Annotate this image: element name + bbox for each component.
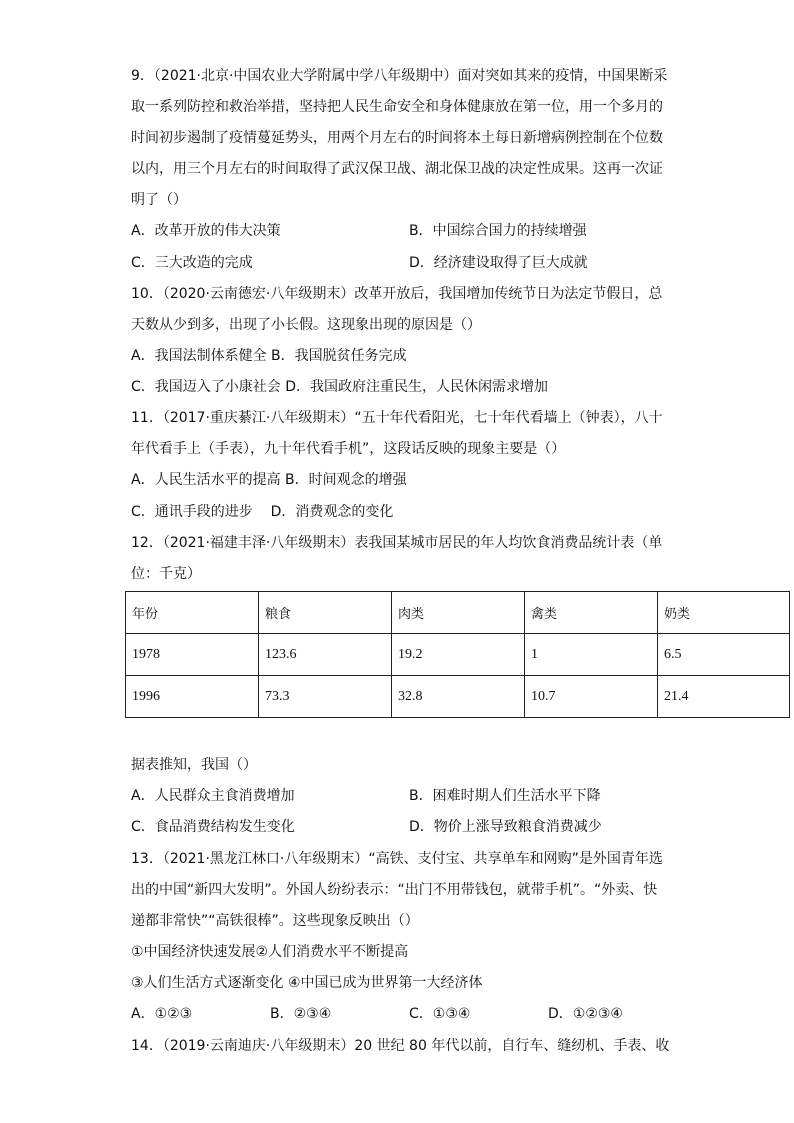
header-grain: 粮食 (259, 592, 392, 634)
table-cell: 21.4 (658, 676, 790, 718)
q12-option-d: D．物价上涨导致粮食消费减少 (409, 819, 602, 835)
q11-text-line-2: 年代看手上（手表），九十年代看手机”，这段话反映的现象主要是（） (131, 441, 566, 457)
table-cell: 123.6 (259, 634, 392, 676)
q13-text-line-3: 递都非常快”“高铁很棒”。这些现象反映出（） (131, 913, 419, 929)
q9-text-line-2: 取一系列防控和救治举措，坚持把人民生命安全和身体健康放在第一位，用一个多月的 (131, 99, 663, 115)
table-cell: 10.7 (525, 676, 658, 718)
q9-option-c: C．三大改造的完成 (131, 255, 253, 271)
q9-option-a: A．改革开放的伟大决策 (131, 223, 281, 239)
q9-option-b: B．中国综合国力的持续增强 (409, 223, 587, 239)
table-header-row (126, 592, 790, 634)
q11-options-cd: C．通讯手段的进步 D．消费观念的变化 (131, 504, 394, 520)
q13-statements-2: ③人们生活方式逐渐变化 ④中国已成为世界第一大经济体 (131, 975, 483, 991)
table-cell: 73.3 (259, 676, 392, 718)
q12-prompt: 据表推知，我国（） (131, 757, 257, 773)
q12-option-a: A．人民群众主食消费增加 (131, 788, 295, 804)
q10-options-cd: C．我国迈入了小康社会 D．我国政府注重民生，人民休闲需求增加 (131, 379, 549, 395)
q12-option-b: B．困难时期人们生活水平下降 (409, 788, 601, 804)
q12-text-line-1: 12．（2021·福建丰泽·八年级期末）表我国某城市居民的年人均饮食消费品统计表（单 (131, 535, 663, 551)
header-meat: 肉类 (392, 592, 525, 634)
table-cell: 1996 (126, 676, 259, 718)
table-cell: 1 (525, 634, 658, 676)
header-dairy: 奶类 (658, 592, 790, 634)
consumption-table (125, 591, 790, 718)
q14-text-line-1: 14．（2019·云南迪庆·八年级期末）20 世纪 80 年代以前，自行车、缝纫机、手表、收 (131, 1038, 670, 1054)
q9-option-d: D．经济建设取得了巨大成就 (409, 255, 588, 271)
header-year: 年份 (126, 592, 259, 634)
q13-option-b: B．②③④ (270, 1006, 332, 1022)
q9-text-line-4: 以内，用三个月左右的时间取得了武汉保卫战、湖北保卫战的决定性成果。这再一次证 (131, 161, 663, 177)
table-cell: 1978 (126, 634, 259, 676)
table-cell: 19.2 (392, 634, 525, 676)
q11-options-ab: A．人民生活水平的提高 B．时间观念的增强 (131, 472, 407, 488)
q12-option-c: C．食品消费结构发生变化 (131, 819, 295, 835)
q11-text-line-1: 11．（2017·重庆綦江·八年级期末）“五十年代看阳光，七十年代看墙上（钟表），八十 (131, 410, 663, 426)
q9-text-line-1: 9．（2021·北京·中国农业大学附属中学八年级期中）面对突如其来的疫情，中国果断采 (131, 68, 668, 84)
header-poultry: 禽类 (525, 592, 658, 634)
q13-option-d: D．①②③④ (548, 1006, 623, 1022)
table-row (126, 676, 790, 718)
table-row (126, 634, 790, 676)
q10-text-line-1: 10．（2020·云南德宏·八年级期末）改革开放后，我国增加传统节日为法定节假日，总 (131, 286, 663, 302)
q13-text-line-2: 出的中国“新四大发明”。外国人纷纷表示：“出门不用带钱包，就带手机”。“外卖、快 (131, 882, 658, 898)
q13-option-a: A．①②③ (131, 1006, 193, 1022)
q10-text-line-2: 天数从少到多，出现了小长假。这现象出现的原因是（） (131, 317, 481, 333)
q13-option-c: C．①③④ (409, 1006, 471, 1022)
q10-options-ab: A．我国法制体系健全 B．我国脱贫任务完成 (131, 348, 407, 364)
table-cell: 32.8 (392, 676, 525, 718)
q13-statements-1: ①中国经济快速发展②人们消费水平不断提高 (131, 944, 409, 960)
q12-text-line-2: 位：千克） (131, 566, 201, 582)
table-cell: 6.5 (658, 634, 790, 676)
q13-text-line-1: 13．（2021·黑龙江林口·八年级期末）“高铁、支付宝、共享单车和网购”是外国青年选 (131, 851, 663, 867)
q9-text-line-3: 时间初步遏制了疫情蔓延势头，用两个月左右的时间将本土每日新增病例控制在个位数 (131, 130, 663, 146)
q9-text-line-5: 明了（） (131, 192, 187, 208)
